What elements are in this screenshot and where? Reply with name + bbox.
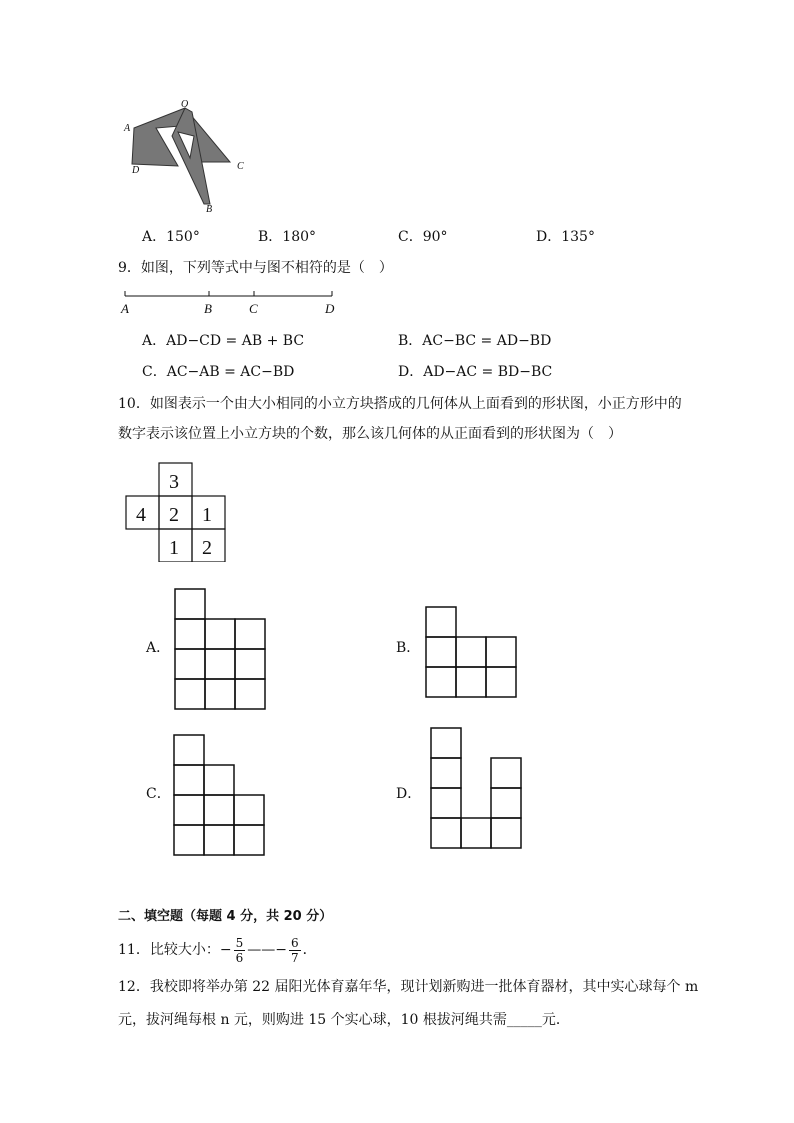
cell-r3c2: 1 — [169, 537, 179, 559]
section2-heading: 二、填空题（每题 4 分，共 20 分） — [118, 909, 333, 924]
cube-square — [205, 619, 235, 649]
cell-r2c2: 2 — [169, 504, 179, 526]
cube-square — [486, 667, 516, 697]
label-C: C — [237, 161, 244, 172]
answer-blank: —— — [247, 942, 276, 958]
cube-square — [175, 679, 205, 709]
cube-square — [205, 649, 235, 679]
q10-option-d-label: D． — [396, 786, 422, 802]
cube-square — [491, 818, 521, 848]
cube-square — [431, 728, 461, 758]
cube-square — [234, 825, 264, 855]
option-c-front-view — [173, 734, 267, 858]
q9-option-d: D．AD−AC = BD−BC — [398, 364, 553, 380]
q11-prefix: 11．比较大小： — [118, 942, 220, 958]
q8-option-c: C．90° — [398, 229, 448, 245]
q10-option-a-label: A． — [146, 640, 171, 656]
cell-r3c3: 2 — [202, 537, 212, 559]
point-D: D — [325, 301, 335, 316]
fraction-2-numerator: 6 — [290, 935, 299, 950]
q12-line2: 元，拔河绳每根 n 元，则购进 15 个实心球，10 根拔河绳共需_____元． — [118, 1012, 570, 1028]
q10-stem-line2: 数字表示该位置上小立方块的个数，那么该几何体的从正面看到的形状图为（ ） — [118, 426, 622, 442]
cube-square — [456, 667, 486, 697]
cube-square — [456, 637, 486, 667]
label-O: O — [181, 99, 189, 110]
label-A: A — [124, 123, 131, 134]
cell-r2c3: 1 — [202, 504, 212, 526]
cell-r1c2: 3 — [169, 471, 179, 493]
cube-square — [234, 795, 264, 825]
q8-option-d: D．135° — [536, 229, 595, 245]
q8-option-b: B．180° — [258, 229, 317, 245]
minus-sign: − — [219, 942, 232, 958]
cube-square — [461, 818, 491, 848]
option-a-front-view — [174, 588, 268, 712]
minus-sign-2: − — [275, 942, 287, 958]
cube-square — [204, 765, 234, 795]
q9-option-b: B．AC−BC = AD−BD — [398, 333, 552, 349]
cube-square — [235, 619, 265, 649]
cube-square — [426, 607, 456, 637]
cube-square — [205, 679, 235, 709]
cube-square — [486, 637, 516, 667]
q10-option-c-label: C． — [146, 786, 171, 802]
cube-square — [175, 649, 205, 679]
fraction-1-denominator: 6 — [235, 950, 244, 965]
cube-square — [431, 758, 461, 788]
q8-option-a: A．150° — [142, 229, 200, 245]
cube-square — [174, 795, 204, 825]
fraction-1 — [234, 936, 246, 965]
point-A: A — [121, 301, 129, 316]
triangle-rulers-figure — [120, 96, 250, 216]
point-C: C — [249, 301, 258, 316]
q10-stem-line1: 10．如图表示一个由大小相同的小立方块搭成的几何体从上面看到的形状图，小正方形中的 — [118, 396, 682, 412]
fraction-2 — [289, 936, 301, 965]
cube-square — [491, 788, 521, 818]
label-B: B — [206, 204, 213, 215]
q12-line1: 12．我校即将举办第 22 届阳光体育嘉年华，现计划新购进一批体育器材，其中实心球每个 m — [118, 979, 699, 995]
cube-square — [175, 619, 205, 649]
option-b-front-view — [425, 606, 519, 700]
cube-square — [174, 735, 204, 765]
fraction-2-denominator: 7 — [290, 950, 299, 965]
q9-stem: 9．如图，下列等式中与图不相符的是（ ） — [118, 260, 393, 276]
q9-option-c: C．AC−AB = AC−BD — [142, 364, 295, 380]
top-view-grid — [125, 462, 229, 562]
cube-square — [174, 825, 204, 855]
cell-r2c1: 4 — [136, 504, 146, 526]
q11-line — [118, 932, 317, 968]
fraction-1-numerator: 5 — [235, 935, 244, 950]
q10-option-b-label: B． — [396, 640, 421, 656]
cube-square — [175, 589, 205, 619]
cube-square — [426, 667, 456, 697]
label-D: D — [132, 165, 140, 176]
q9-option-a: A．AD−CD = AB + BC — [142, 333, 305, 349]
cube-square — [204, 795, 234, 825]
cube-square — [204, 825, 234, 855]
q11-end: ． — [302, 942, 317, 958]
cube-square — [235, 649, 265, 679]
cube-square — [431, 818, 461, 848]
cube-square — [426, 637, 456, 667]
segment-figure — [118, 286, 348, 320]
cube-square — [431, 788, 461, 818]
cube-square — [235, 679, 265, 709]
cube-square — [491, 758, 521, 788]
option-d-front-view — [430, 727, 524, 851]
cube-square — [174, 765, 204, 795]
point-B: B — [204, 301, 212, 316]
